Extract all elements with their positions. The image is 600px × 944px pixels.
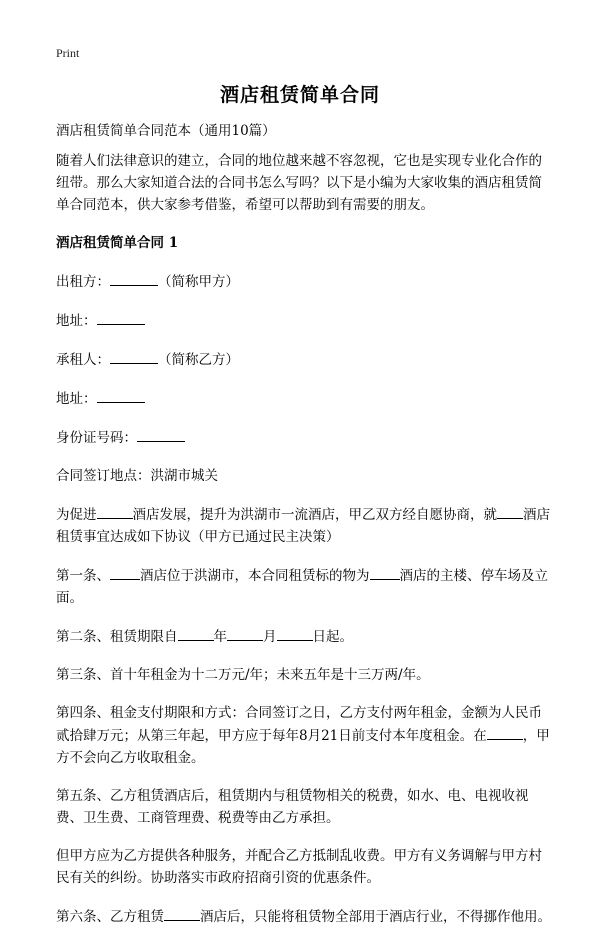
clause-2 [56, 625, 554, 648]
clause-4-text-a: 第四条、租金支付期限和方式：合同签订之日，乙方支付两年租金，金额为人民币贰拾肆万元；从第三年起，甲方应于每年8月21日前支付本年度租金。在 [56, 705, 542, 744]
clause-6-text-a: 第六条、乙方租赁 [56, 909, 164, 925]
id-label: 身份证号码： [56, 430, 137, 446]
clause-1-text-a: 第一条、 [56, 568, 110, 584]
preamble-blank-2 [497, 503, 523, 519]
address2-blank [97, 387, 145, 403]
lessee-label: 承租人： [56, 352, 110, 368]
clause-3: 第三条、首十年租金为十二万元/年；未来五年是十三万两/年。 [56, 667, 430, 683]
preamble-paragraph [56, 503, 554, 548]
preamble-blank-1 [97, 503, 133, 519]
clause-2-blank-day [277, 625, 313, 641]
lessor-suffix: （简称甲方） [158, 274, 239, 290]
clause-6 [56, 905, 554, 928]
print-label: Print [56, 46, 80, 60]
clause-1-blank-2 [370, 564, 400, 580]
clause-6-text-b: 酒店后，只能将租赁物全部用于酒店行业，不得挪作他用。 [200, 909, 551, 925]
clause-4-blank [487, 724, 523, 740]
clause-4 [56, 702, 554, 769]
lessor-label: 出租方： [56, 274, 110, 290]
document-title: 酒店租赁简单合同 [219, 84, 380, 106]
clause-5: 第五条、乙方租赁酒店后，租赁期内与租赁物相关的税费，如水、电、电视收视费、卫生费、工商管理费、税费等由乙方承担。 [56, 788, 529, 826]
lessee-suffix: （简称乙方） [158, 352, 239, 368]
clause-2-text-d: 日起。 [312, 629, 353, 645]
clause-2-text-a: 第二条、租赁期限自 [56, 629, 178, 645]
address1-label: 地址： [56, 313, 97, 329]
section-heading: 酒店租赁简单合同 1 [56, 235, 179, 251]
preamble-text-c: 酒店租赁事宜达成如下协议（甲方已通过民主决策） [56, 507, 550, 545]
document-subtitle: 酒店租赁简单合同范本（通用10篇） [56, 123, 276, 139]
address2-label: 地址： [56, 391, 97, 407]
intro-paragraph: 随着人们法律意识的建立，合同的地位越来越不容忽视，它也是实现专业化合作的纽带。那么大家知道合法的合同书怎么写吗？以下是小编为大家收集的酒店租赁简单合同范本，供大家参考借鉴，希望可以帮助到有需要的朋友。 [56, 153, 542, 213]
id-blank [137, 426, 185, 442]
clause-1-text-c: 酒店的主楼、停车场及立面。 [56, 568, 548, 606]
clause-2-blank-year [178, 625, 214, 641]
address1-line [56, 309, 554, 332]
clause-1 [56, 564, 554, 609]
lessor-blank [110, 270, 158, 286]
clause-1-blank-1 [110, 564, 140, 580]
clause-2-text-b: 年 [213, 629, 227, 645]
address2-line [56, 387, 554, 410]
clause-5-continued: 但甲方应为乙方提供各种服务，并配合乙方抵制乱收费。甲方有义务调解与甲方村民有关的纠纷。协助落实市政府招商引资的优惠条件。 [56, 848, 542, 886]
clause-2-blank-month [227, 625, 263, 641]
clause-1-text-b: 酒店位于洪湖市，本合同租赁标的物为 [140, 568, 370, 584]
preamble-text-a: 为促进 [56, 507, 97, 523]
clause-2-text-c: 月 [263, 629, 277, 645]
sign-place-line: 合同签订地点：洪湖市城关 [56, 468, 218, 484]
clause-6-blank [164, 905, 200, 921]
id-line [56, 426, 554, 449]
document-content [56, 120, 554, 944]
lessee-line [56, 348, 554, 371]
clause-4-text-b: ，甲方不会向乙方收取租金。 [56, 728, 550, 766]
address1-blank [97, 309, 145, 325]
lessor-line [56, 270, 554, 293]
lessee-blank [110, 348, 158, 364]
preamble-text-b: 酒店发展，提升为洪湖市一流酒店，甲乙双方经自愿协商，就 [132, 507, 497, 523]
